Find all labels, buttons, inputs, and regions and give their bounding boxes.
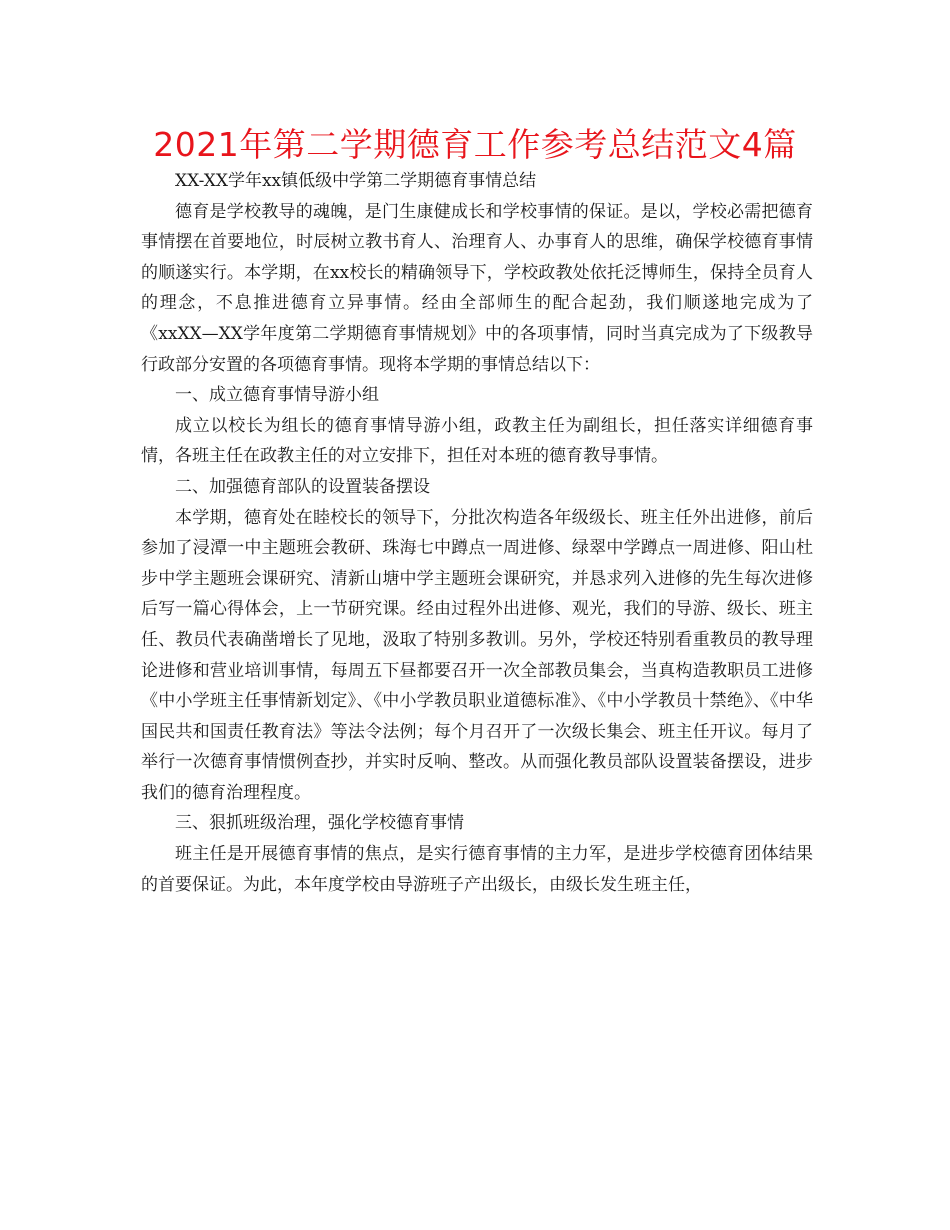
body-paragraph: 本学期，德育处在睦校长的领导下，分批次构造各年级级长、班主任外出进修，前后参加了浸潭一中主题班会教研、珠海七中蹲点一周进修、绿翠中学蹲点一周进修、阳山杜步中学主题班会课研究、清新山塘中学主题班会课研究，并恳求列入进修的先生每次进修后写一篇心得体会，上一节研究课。经由过程外出进修、观光，我们的导游、级长、班主任、教员代表确凿增长了见地，汲取了特别多教训。另外，学校还特别看重教员的教导理论进修和营业培训事情，每周五下昼都要召开一次全部教员集会，当真构造教职员工进修《中小学班主任事情新划定》、《中小学教员职业道德标准》、《中小学教员十禁绝》、《中华国民共和国责任教育法》等法令法例；每个月召开了一次级长集会、班主任开议。每月了举行一次德育事情惯例查抄，并实时反响、整改。从而强化教员部队设置装备摆设，进步我们的德育治理程度。 xyxy=(141,507,813,803)
document-body xyxy=(141,166,813,900)
body-paragraph: 班主任是开展德育事情的焦点，是实行德育事情的主力军，是进步学校德育团体结果的首要保证。为此，本年度学校由导游班子产出级长，由级长发生班主任， xyxy=(141,844,813,895)
section-heading: 二、加强德育部队的设置装备摆设 xyxy=(175,476,430,497)
body-paragraph: 成立以校长为组长的德育事情导游小组，政教主任为副组长，担任落实详细德育事情，各班主任在政教主任的对立安排下，担任对本班的德育教导事情。 xyxy=(141,415,813,467)
section-heading: 一、成立德育事情导游小组 xyxy=(175,385,379,406)
body-paragraph: 德育是学校教导的魂魄，是门生康健成长和学校事情的保证。是以，学校必需把德育事情摆在首要地位，时辰树立教书育人、治理育人、办事育人的思维，确保学校德育事情的顺遂实行。本学期，在xx校长的精确领导下，学校政教处依托泛博师生，保持全员育人的理念，不息推进德育立异事情。经由全部师生的配合起劲，我们顺遂地完成为了《xxXX—XX学年度第二学期德育事情规划》中的各项事情，同时当真完成为了下级教导行政部分安置的各项德育事情。现将本学期的事情总结以下： xyxy=(141,201,813,375)
section-heading: 三、狠抓班级治理，强化学校德育事情 xyxy=(175,813,464,834)
document-title: 2021年第二学期德育工作参考总结范文4篇 xyxy=(153,125,797,164)
subtitle-paragraph: XX-XX学年xx镇低级中学第二学期德育事情总结 xyxy=(175,171,537,191)
